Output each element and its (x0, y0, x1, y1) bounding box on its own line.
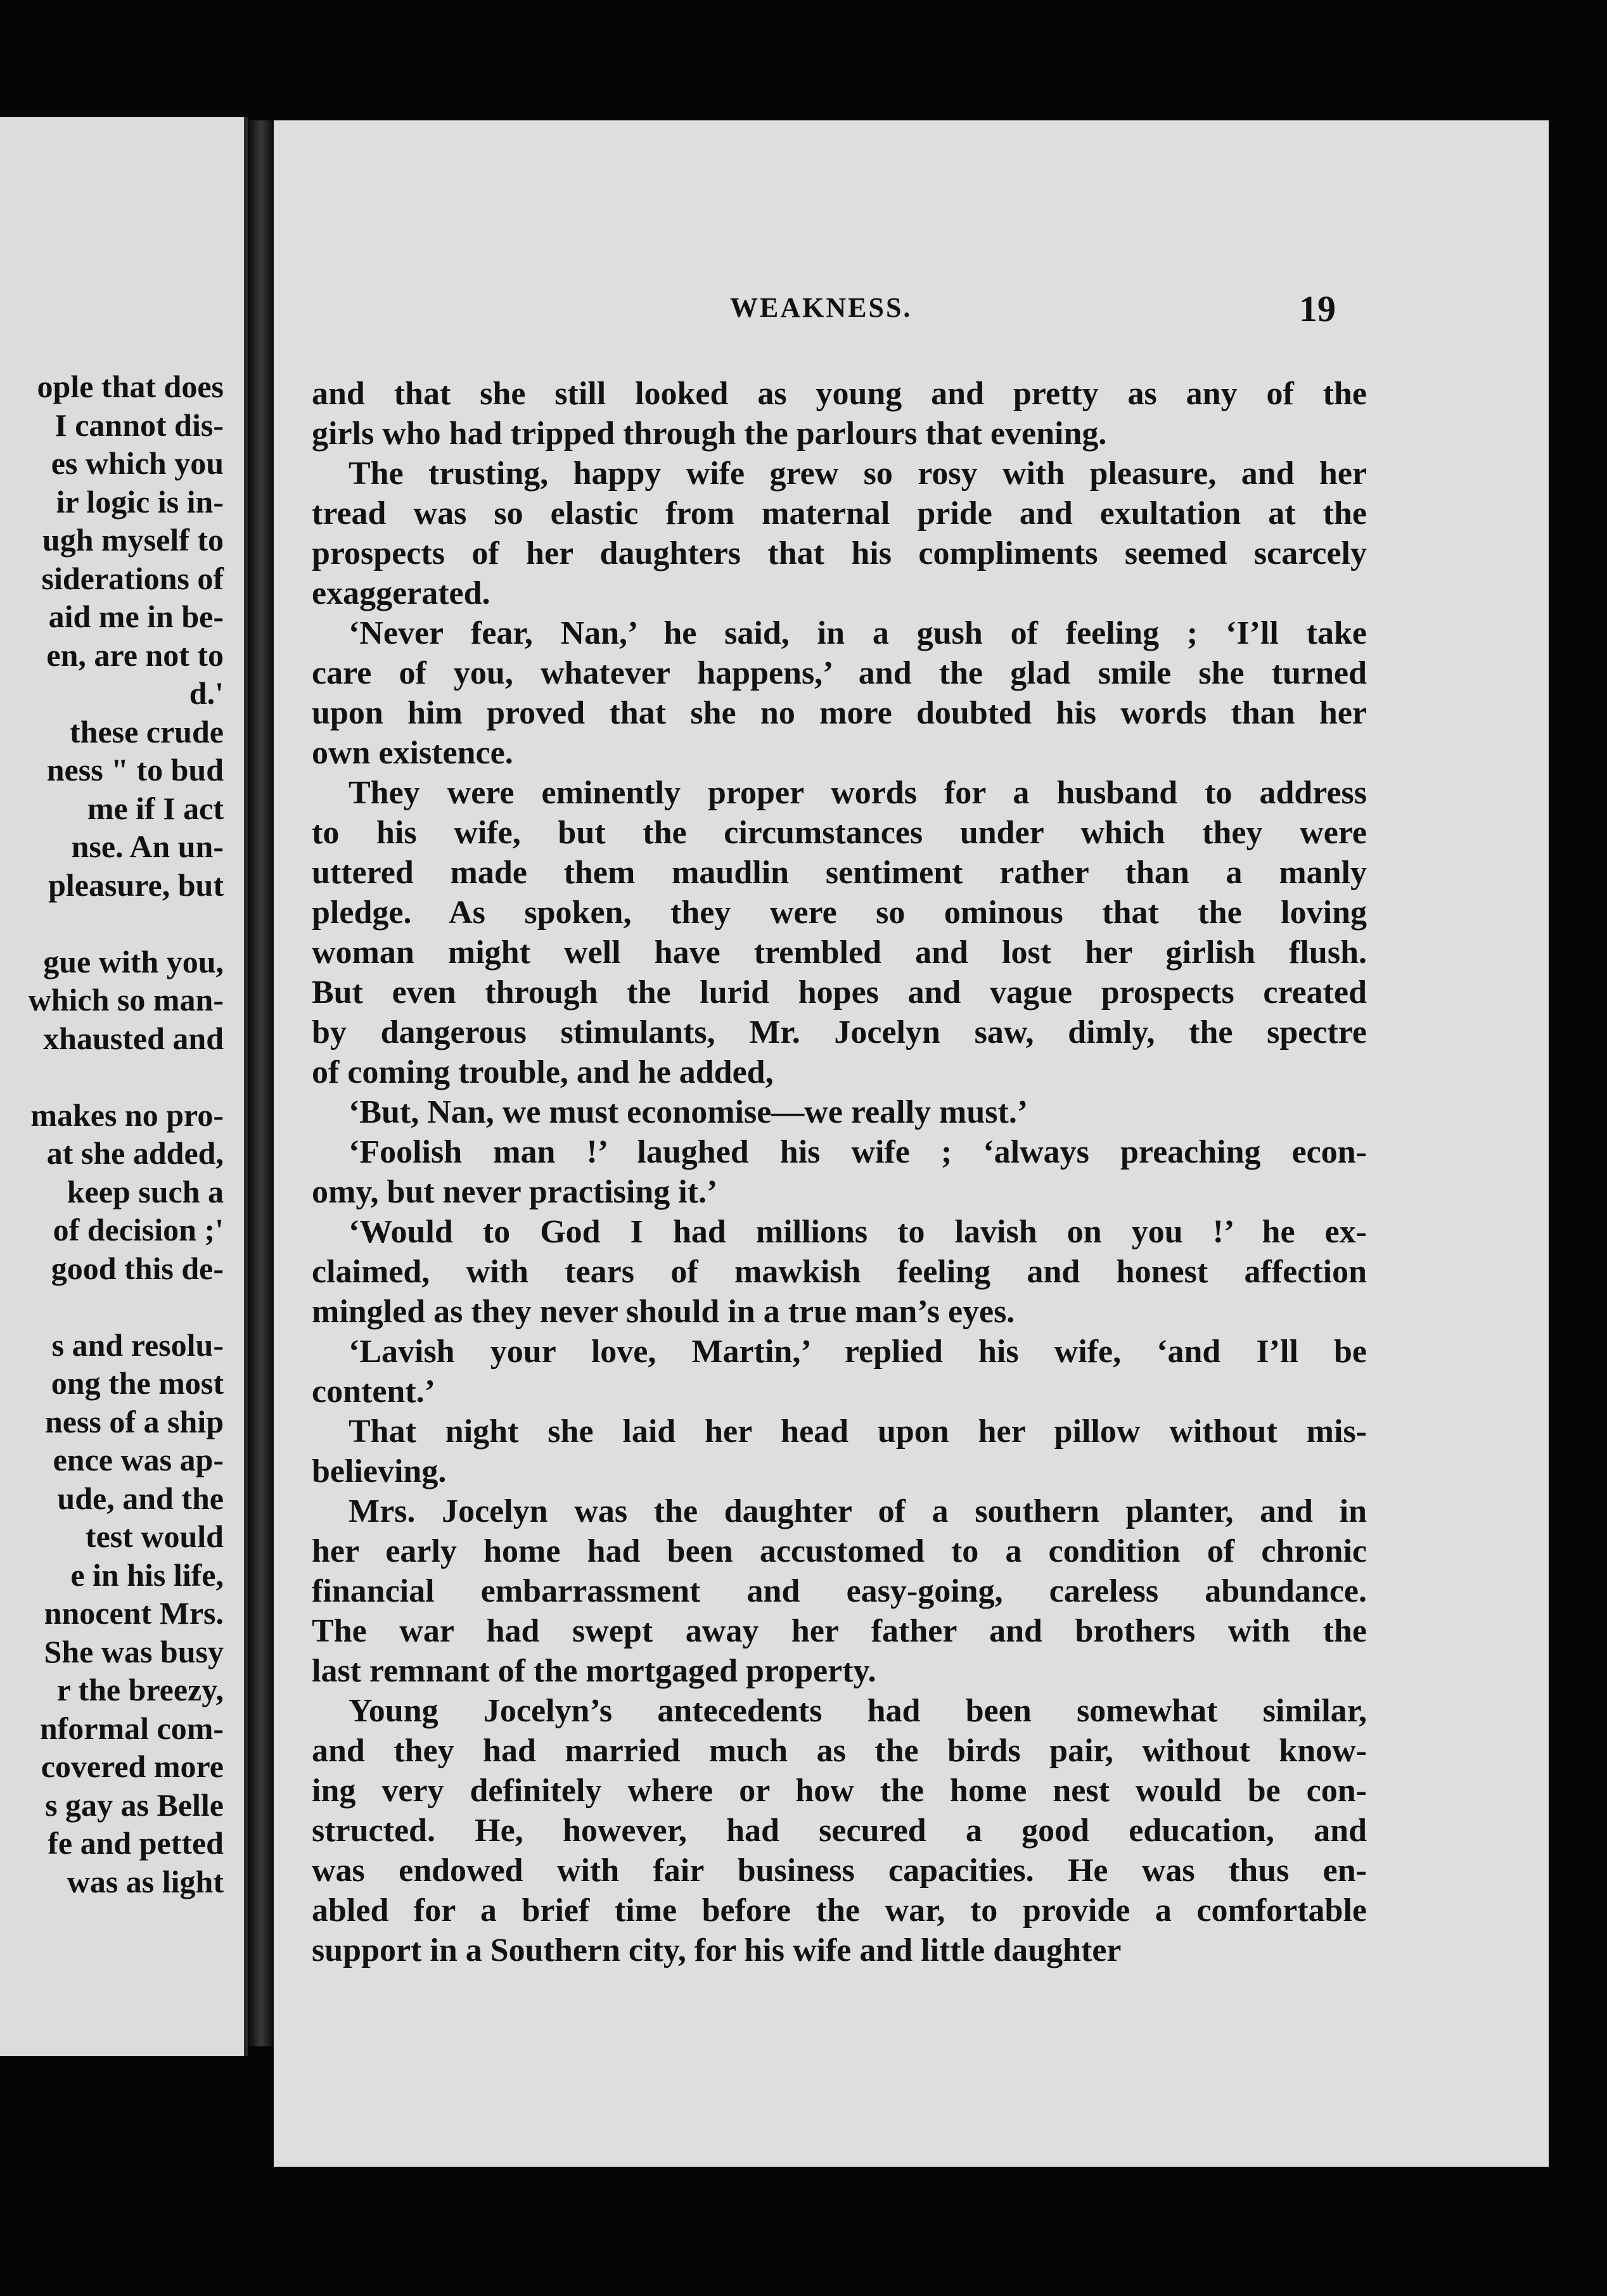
left-page-line: siderations of (41, 560, 224, 596)
left-page-line: nse. An un- (71, 829, 224, 864)
left-page-line: aid me in be- (48, 599, 224, 634)
text-line: ‘Would to God I had millions to lavish on you !’ he ex- (349, 1214, 1367, 1250)
text-line: ‘Lavish your love, Martin,’ replied his wife, ‘and I’ll be (349, 1334, 1367, 1370)
left-page-line: s gay as Belle (45, 1787, 224, 1823)
text-line: The war had swept away her father and brothers with the (312, 1613, 1367, 1649)
text-line: abled for a brief time before the war, to provide a comfortable (312, 1892, 1367, 1929)
left-page-line: at she added, (46, 1135, 224, 1171)
left-page-line: I cannot dis- (54, 407, 224, 443)
text-line: structed. He, however, had secured a good education, and (312, 1813, 1367, 1849)
text-line: believing. (312, 1453, 447, 1489)
text-line: and that she still looked as young and pretty as any of the (312, 376, 1367, 412)
text-line: omy, but never practising it.’ (312, 1174, 718, 1210)
text-line: last remnant of the mortgaged property. (312, 1653, 876, 1689)
left-page-line: ir logic is in- (56, 483, 224, 520)
left-page-line: s and resolu- (51, 1327, 224, 1363)
left-page-line: ence was ap- (53, 1442, 224, 1477)
left-page-line: ude, and the (57, 1480, 224, 1516)
left-page-line: d.' (189, 675, 224, 711)
text-line: upon him proved that she no more doubted his words than her (312, 695, 1367, 731)
left-page-line: es which you (51, 445, 224, 481)
text-line: content.’ (312, 1374, 435, 1410)
left-page-line: me if I act (87, 790, 224, 826)
text-line: and they had married much as the birds pair, without know- (312, 1733, 1367, 1769)
text-line: exaggerated. (312, 575, 490, 611)
text-line: Mrs. Jocelyn was the daughter of a southern planter, and in (349, 1493, 1367, 1529)
left-page-line: nnocent Mrs. (44, 1595, 224, 1631)
left-page-line: nformal com- (39, 1710, 224, 1746)
left-page-line: good this de- (51, 1250, 224, 1286)
text-line: her early home had been accustomed to a condition of chronic (312, 1533, 1367, 1569)
left-page-line: these crude (70, 713, 224, 749)
text-line: woman might well have trembled and lost her girlish flush. (312, 934, 1367, 971)
text-line: uttered made them maudlin sentiment rather than a manly (312, 855, 1367, 891)
text-line: ‘Foolish man !’ laughed his wife ; ‘always preaching econ- (349, 1134, 1367, 1170)
left-page-line: keep such a (67, 1173, 224, 1209)
left-page-line: fe and petted (48, 1825, 224, 1861)
text-line: care of you, whatever happens,’ and the glad smile she turned (312, 655, 1367, 691)
left-page-line: was as light (67, 1863, 224, 1899)
text-line: mingled as they never should in a true man’s eyes. (312, 1294, 1015, 1330)
text-line: prospects of her daughters that his compliments seemed scarcely (312, 535, 1367, 571)
text-line: own existence. (312, 735, 513, 771)
left-page-line: en, are not to (46, 637, 224, 673)
left-page-line: xhausted and (43, 1020, 224, 1056)
left-page-line: ong the most (51, 1365, 224, 1401)
text-line: was endowed with fair business capacities. He was thus en- (312, 1853, 1367, 1889)
running-head-title: WEAKNESS. (730, 292, 912, 323)
text-line: tread was so elastic from maternal pride and exultation at the (312, 495, 1367, 532)
left-page (0, 117, 248, 2056)
text-line: ‘But, Nan, we must economise—we really must.’ (349, 1094, 1028, 1130)
text-line: to his wife, but the circumstances under which they were (312, 815, 1367, 851)
left-page-line: which so man- (28, 982, 224, 1017)
left-page-line: ness of a ship (44, 1403, 224, 1439)
text-line: They were eminently proper words for a husband to address (349, 775, 1367, 811)
text-line: of coming trouble, and he added, (312, 1054, 774, 1090)
text-line: support in a Southern city, for his wife and little daughter (312, 1932, 1122, 1968)
page-number: 19 (1299, 288, 1336, 329)
text-line: by dangerous stimulants, Mr. Jocelyn saw, dimly, the spectre (312, 1014, 1367, 1050)
left-page-line: makes no pro- (30, 1097, 224, 1133)
text-line: ‘Never fear, Nan,’ he said, in a gush of feeling ; ‘I’ll take (349, 615, 1367, 651)
book-spine (248, 120, 274, 2046)
text-line: Young Jocelyn’s antecedents had been somewhat similar, (349, 1693, 1367, 1729)
left-page-line: of decision ;' (53, 1212, 224, 1247)
text-line: claimed, with tears of mawkish feeling and honest affection (312, 1254, 1367, 1290)
left-page-line: test would (85, 1519, 224, 1554)
left-page-line: She was busy (44, 1633, 224, 1669)
text-line: pledge. As spoken, they were so ominous that the loving (312, 895, 1367, 931)
right-page (274, 120, 1549, 2167)
text-line: That night she laid her head upon her pillow without mis- (349, 1413, 1367, 1450)
left-page-line: gue with you, (43, 943, 224, 979)
left-page-line: ness " to bud (46, 752, 224, 788)
text-line: ing very definitely where or how the home nest would be con- (312, 1773, 1367, 1809)
body-text (312, 374, 1367, 1970)
left-page-line: pleasure, but (48, 867, 224, 903)
left-page-line: r the breezy, (56, 1672, 224, 1707)
left-page-line: ople that does (37, 369, 224, 404)
left-page-line: ugh myself to (42, 522, 224, 558)
left-page-line: e in his life, (70, 1557, 224, 1593)
text-line: But even through the lurid hopes and vague prospects created (312, 974, 1367, 1011)
left-page-line: covered more (41, 1749, 224, 1784)
text-line: financial embarrassment and easy-going, careless abundance. (312, 1573, 1367, 1609)
text-line: girls who had tripped through the parlours that evening. (312, 416, 1107, 452)
running-head (274, 288, 1549, 336)
text-line: The trusting, happy wife grew so rosy with pleasure, and her (349, 456, 1367, 492)
